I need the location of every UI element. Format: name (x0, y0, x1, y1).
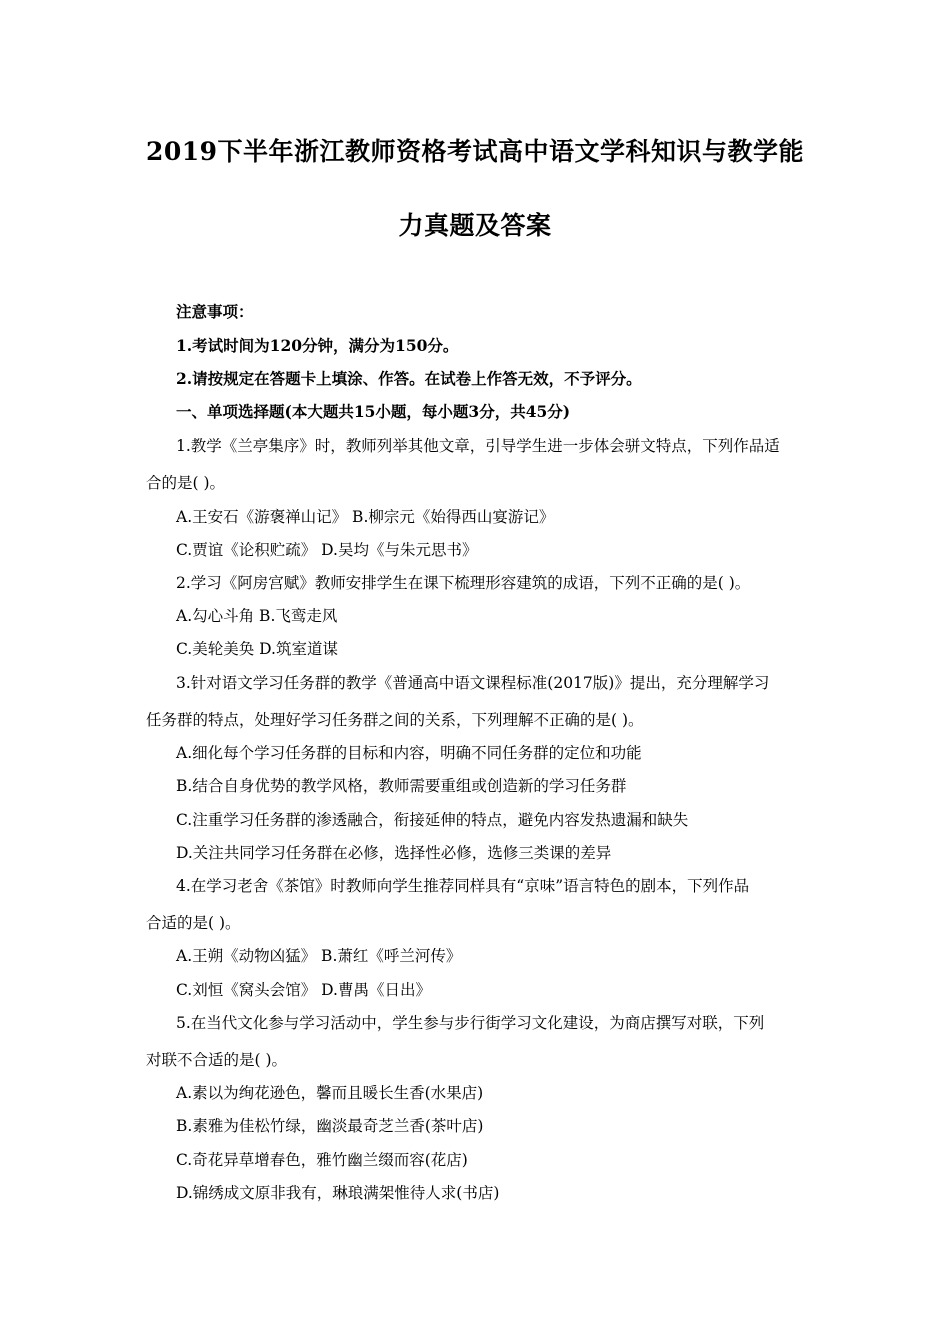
document-title-line-2: 力真题及答案 (398, 211, 552, 240)
question-2-options-ab: A.勾心斗角 B.飞鸾走风 (176, 607, 338, 625)
question-5-option-c: C.奇花异草增春色，雅竹幽兰缀而容(花店) (176, 1151, 468, 1169)
question-4-stem-line-2: 合适的是( )。 (146, 914, 241, 932)
question-5-option-d: D.锦绣成文原非我有，琳琅满架惟待人求(书店) (176, 1184, 500, 1202)
question-5-option-a: A.素以为绚花逊色，馨而且暖长生香(水果店) (176, 1084, 484, 1102)
question-2-stem: 2.学习《阿房宫赋》教师安排学生在课下梳理形容建筑的成语，下列不正确的是( )。 (176, 574, 751, 592)
question-5-stem-line-1: 5.在当代文化参与学习活动中，学生参与步行街学习文化建设，为商店撰写对联，下列 (176, 1014, 765, 1032)
question-1-stem-line-1: 1.教学《兰亭集序》时，教师列举其他文章，引导学生进一步体会骈文特点，下列作品适 (176, 437, 780, 455)
notice-item-2: 2.请按规定在答题卡上填涂、作答。在试卷上作答无效，不予评分。 (176, 369, 642, 388)
question-4-options-cd: C.刘恒《窝头会馆》 D.曹禺《日出》 (176, 981, 431, 999)
question-1-options-ab: A.王安石《游褒禅山记》 B.柳宗元《始得西山宴游记》 (176, 508, 555, 526)
section-heading: 一、单项选择题(本大题共15小题，每小题3分，共45分) (176, 402, 571, 421)
document-title-line-1: 2019下半年浙江教师资格考试高中语文学科知识与教学能 (145, 137, 805, 166)
notice-heading: 注意事项： (176, 302, 254, 321)
question-1-stem-line-2: 合的是( )。 (146, 474, 226, 492)
question-1-options-cd: C.贾谊《论积贮疏》 D.吴均《与朱元思书》 (176, 541, 478, 559)
question-3-option-d: D.关注共同学习任务群在必修，选择性必修，选修三类课的差异 (176, 844, 612, 862)
question-3-option-a: A.细化每个学习任务群的目标和内容，明确不同任务群的定位和功能 (176, 744, 642, 762)
question-3-option-c: C.注重学习任务群的渗透融合，衔接延伸的特点，避免内容发热遗漏和缺失 (176, 811, 689, 829)
question-3-stem-line-2: 任务群的特点，处理好学习任务群之间的关系，下列理解不正确的是( )。 (146, 711, 644, 729)
question-3-option-b: B.结合自身优势的教学风格，教师需要重组或创造新的学习任务群 (176, 777, 627, 795)
question-4-stem-line-1: 4.在学习老舍《茶馆》时教师向学生推荐同样具有“京味”语言特色的剧本，下列作品 (176, 877, 750, 895)
notice-item-1: 1.考试时间为120分钟，满分为150分。 (176, 336, 459, 355)
question-2-options-cd: C.美轮美奂 D.筑室道谋 (176, 640, 338, 658)
question-5-stem-line-2: 对联不合适的是( )。 (146, 1051, 288, 1069)
question-5-option-b: B.素雅为佳松竹绿，幽淡最奇芝兰香(茶叶店) (176, 1117, 484, 1135)
question-4-options-ab: A.王朔《动物凶猛》 B.萧红《呼兰河传》 (176, 947, 462, 965)
question-3-stem-line-1: 3.针对语文学习任务群的教学《普通高中语文课程标准(2017版)》提出，充分理解学习 (176, 674, 770, 692)
